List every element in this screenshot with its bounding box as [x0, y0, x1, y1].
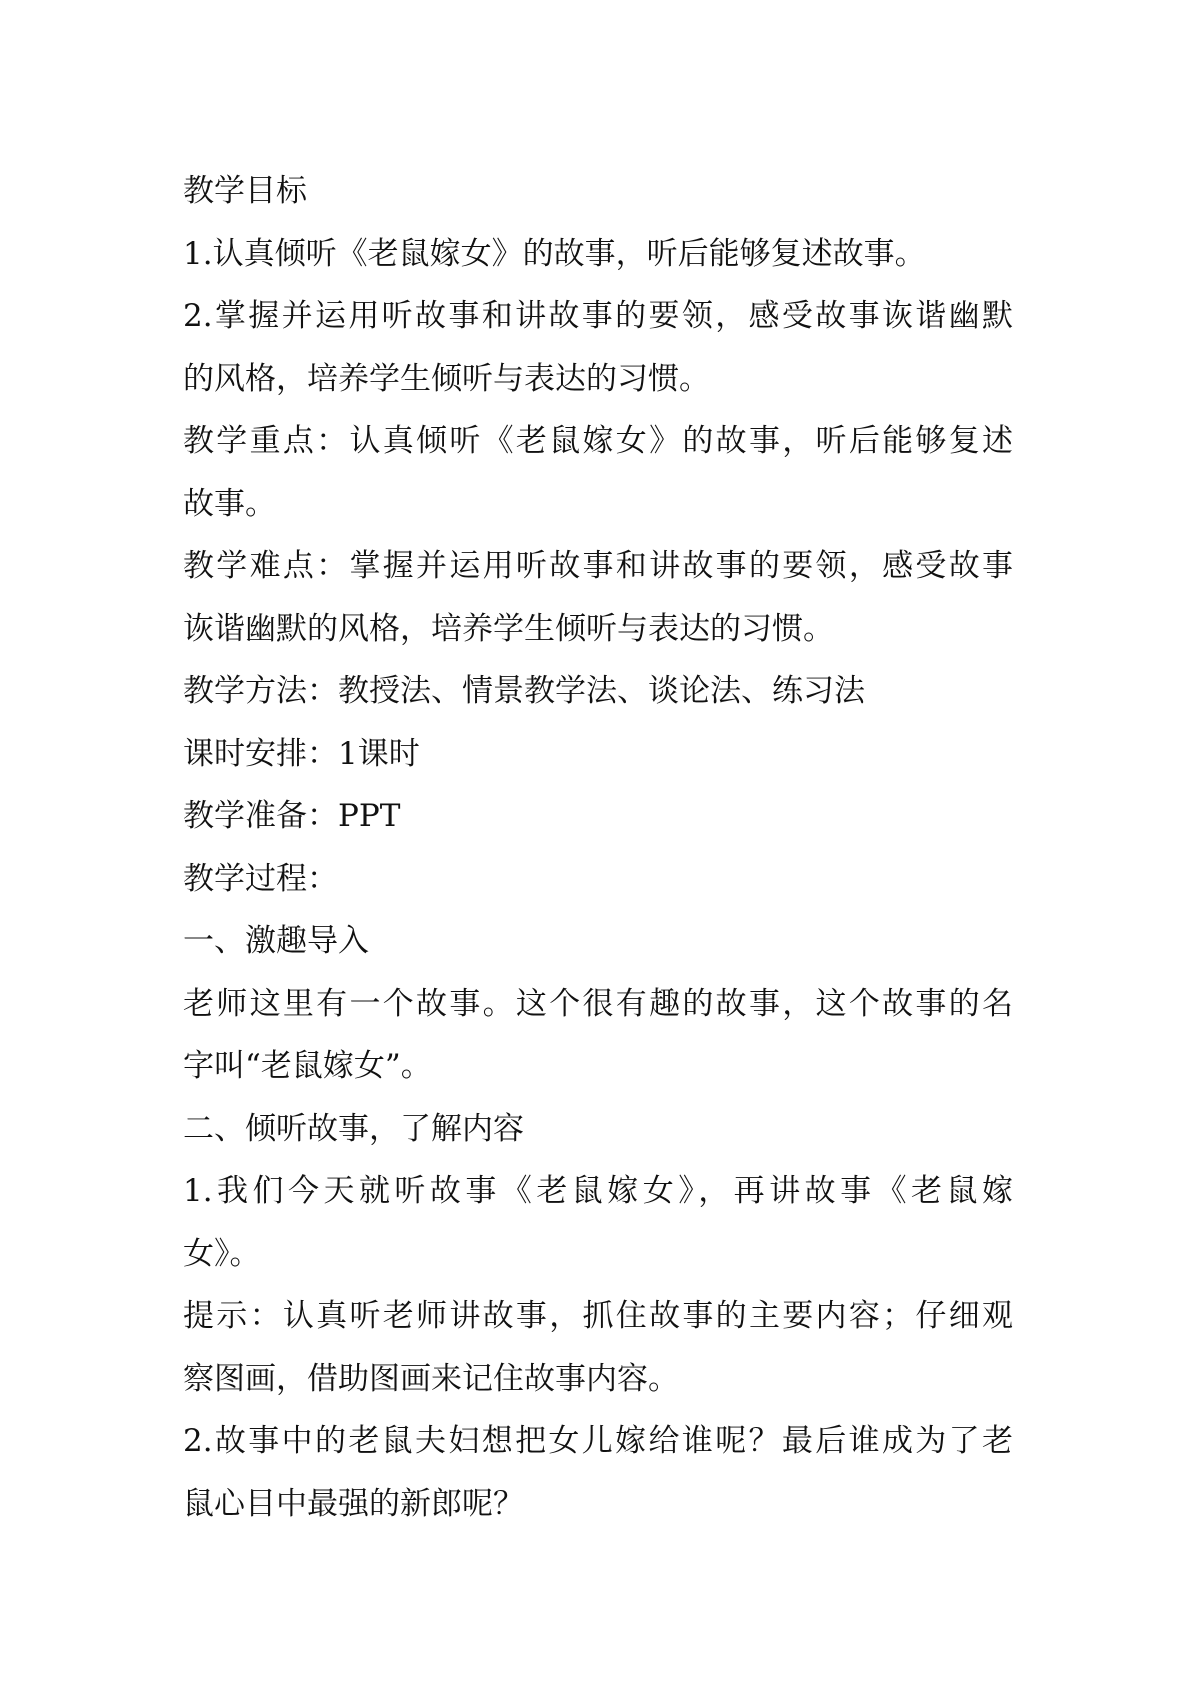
- hint-line-1: 提示：认真听老师讲故事，抓住故事的主要内容；仔细观: [183, 1298, 1013, 1334]
- step-2-item-2-line-1: 2.故事中的老鼠夫妇想把女儿嫁给谁呢？最后谁成为了老: [183, 1423, 1013, 1459]
- teaching-preparation: 教学准备：PPT: [183, 798, 401, 834]
- step-1-text-line-1: 老师这里有一个故事。这个很有趣的故事，这个故事的名: [183, 985, 1013, 1022]
- step-1-heading: 一、激趣导入: [183, 923, 369, 959]
- teaching-methods: 教学方法：教授法、情景教学法、谈论法、练习法: [183, 673, 865, 709]
- step-2-item-2-line-2: 鼠心目中最强的新郎呢？: [183, 1485, 524, 1522]
- objective-1: 1.认真倾听《老鼠嫁女》的故事，听后能够复述故事。: [183, 235, 926, 272]
- difficulty-line-1: 教学难点：掌握并运用听故事和讲故事的要领，感受故事: [183, 548, 1013, 584]
- hint-line-2: 察图画，借助图画来记住故事内容。: [183, 1360, 679, 1397]
- objective-2-line-1: 2.掌握并运用听故事和讲故事的要领，感受故事诙谐幽默: [183, 298, 1013, 334]
- key-point-line-1: 教学重点：认真倾听《老鼠嫁女》的故事，听后能够复述: [183, 423, 1013, 459]
- difficulty-line-2: 诙谐幽默的风格，培养学生倾听与表达的习惯。: [183, 610, 834, 647]
- step-2-heading: 二、倾听故事，了解内容: [183, 1110, 524, 1147]
- class-hours: 课时安排：1课时: [183, 735, 420, 772]
- document-body: [183, 160, 1013, 1535]
- step-2-item-1-line-2: 女》。: [183, 1235, 261, 1272]
- section-heading-objectives: 教学目标: [183, 173, 307, 209]
- teaching-process-heading: 教学过程：: [183, 860, 338, 897]
- step-2-item-1-line-1: 1.我们今天就听故事《老鼠嫁女》，再讲故事《老鼠嫁: [183, 1173, 1013, 1209]
- key-point-line-2: 故事。: [183, 485, 276, 522]
- objective-2-line-2: 的风格，培养学生倾听与表达的习惯。: [183, 360, 710, 397]
- step-1-text-line-2: 字叫“老鼠嫁女”。: [183, 1048, 432, 1084]
